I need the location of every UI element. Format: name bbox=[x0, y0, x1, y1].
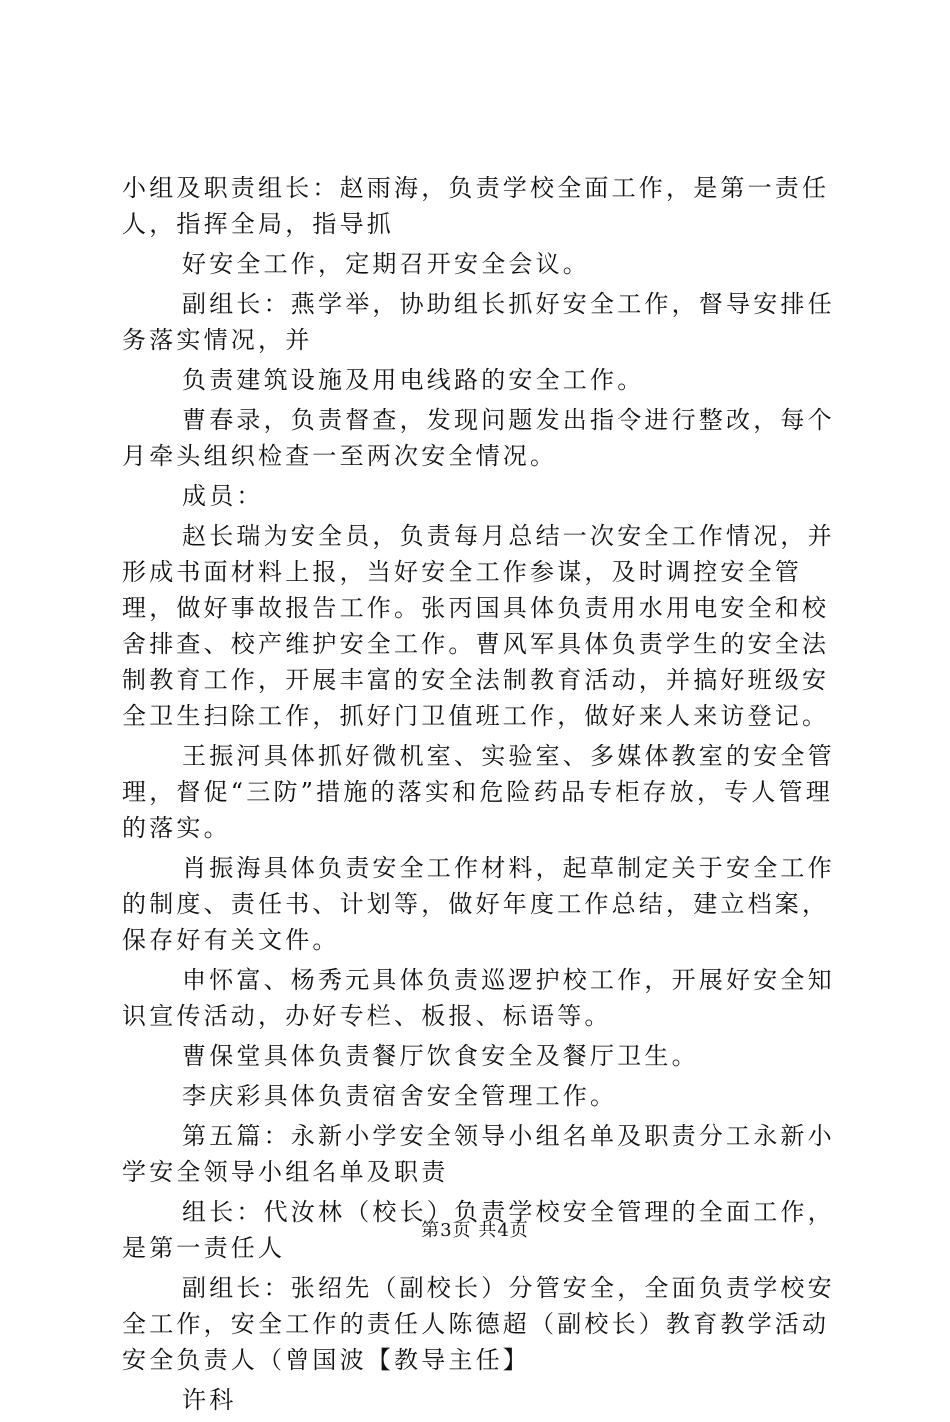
paragraph-wang-zhenhe: 王振河具体抓好微机室、实验室、多媒体教室的安全管理，督促“三防”措施的落实和危险药品专柜存放，专人管理的落实。 bbox=[122, 742, 835, 842]
paragraph-yongxin-deputy: 副组长：张绍先（副校长）分管安全，全面负责学校安全工作，安全工作的责任人陈德超（副校长）教育教学活动安全负责人（曾国波【教导主任】 bbox=[122, 1274, 835, 1374]
paragraph-chapter-five: 第五篇：永新小学安全领导小组名单及职责分工永新小学安全领导小组名单及职责 bbox=[122, 1122, 835, 1186]
paragraph-xiao-zhenhai: 肖振海具体负责安全工作材料，起草制定关于安全工作的制度、责任书、计划等，做好年度工作总结，建立档案，保存好有关文件。 bbox=[122, 854, 835, 954]
paragraph-xu-ke: 许科 bbox=[182, 1386, 237, 1414]
paragraph-deputy-duty-cont: 负责建筑设施及用电线路的安全工作。 bbox=[182, 366, 645, 394]
paragraph-group-leader: 小组及职责组长：赵雨海，负责学校全面工作，是第一责任人，指挥全局，指导抓 bbox=[122, 174, 830, 238]
paragraph-canteen: 曹保堂具体负责餐厅饮食安全及餐厅卫生。 bbox=[182, 1042, 699, 1070]
paragraph-leader-duty-cont: 好安全工作，定期召开安全会议。 bbox=[182, 250, 590, 278]
paragraph-members-heading: 成员： bbox=[182, 482, 264, 510]
paragraph-patrol: 申怀富、杨秀元具体负责巡逻护校工作，开展好安全知识宣传活动，办好专栏、板报、标语等。 bbox=[122, 966, 835, 1030]
paragraph-dormitory: 李庆彩具体负责宿舍安全管理工作。 bbox=[182, 1082, 618, 1110]
paragraph-deputy-leader: 副组长：燕学举，协助组长抓好安全工作，督导安排任务落实情况，并 bbox=[122, 290, 835, 354]
paragraph-members-duties: 赵长瑞为安全员，负责每月总结一次安全工作情况，并形成书面材料上报，当好安全工作参谋，及时调控安全管理，做好事故报告工作。张丙国具体负责用水用电安全和校舍排查、校产维护安全工作。曹风军具体负责学生的安全法制教育工作，开展丰富的安全法制教育活动，并搞好班级安全卫生扫除工作，抓好门卫值班工作，做好来人来访登记。 bbox=[122, 522, 835, 730]
paragraph-yongxin-leader: 组长：代汝林（校长）负责学校安全管理的全面工作，是第一责任人 bbox=[122, 1198, 835, 1262]
paragraph-cao-chunlu: 曹春录，负责督查，发现问题发出指令进行整改，每个月牵头组织检查一至两次安全情况。 bbox=[122, 406, 835, 470]
page-number-footer: 第3页 共4页 bbox=[421, 1220, 529, 1241]
